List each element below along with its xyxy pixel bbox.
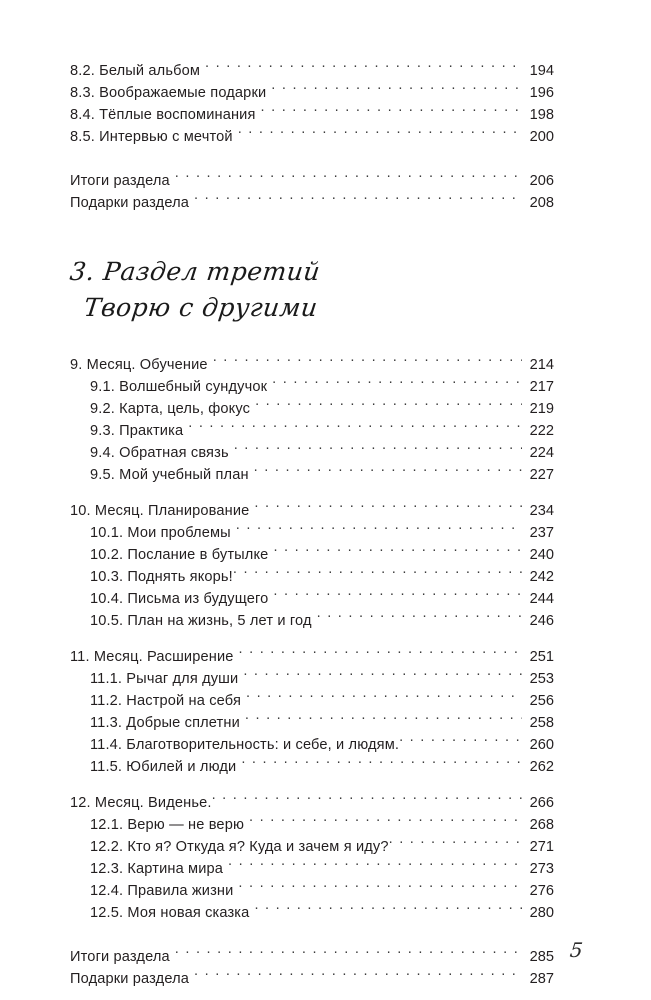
toc-entry[interactable]: [70, 690, 554, 712]
leader-dots: [213, 354, 522, 369]
toc-entry-page-number: 244: [529, 591, 554, 607]
leader-dots: [205, 60, 522, 75]
toc-entry-page-number: 196: [529, 85, 554, 101]
leader-dots: [239, 646, 522, 661]
leader-dots: [234, 442, 522, 457]
toc-entry-page-number: 262: [529, 759, 554, 775]
toc-entry[interactable]: [70, 420, 554, 442]
toc-entry-label: Итоги раздела: [70, 173, 170, 189]
toc-entry[interactable]: [70, 104, 554, 126]
toc-entry[interactable]: [70, 968, 554, 990]
toc-entry[interactable]: [70, 60, 554, 82]
toc-entry-label: 12.4. Правила жизни: [90, 883, 234, 899]
toc-entry-page-number: 194: [529, 63, 554, 79]
toc-entry-label: 12.3. Картина мира: [90, 861, 224, 877]
toc-entry-page-number: 273: [529, 861, 554, 877]
leader-dots: [238, 880, 522, 895]
toc-entry[interactable]: [70, 946, 554, 968]
toc-entry-label: 11.5. Юбилей и люди: [90, 759, 237, 775]
leader-dots: [273, 544, 522, 559]
chapter-10: [70, 500, 554, 632]
toc-entry-label: 10.1. Мои проблемы: [90, 525, 231, 541]
toc-entry[interactable]: [70, 734, 554, 756]
toc-entry[interactable]: [70, 544, 554, 566]
chapter-11: [70, 646, 554, 778]
toc-entry[interactable]: [70, 464, 554, 486]
leader-dots: [243, 668, 522, 683]
toc-entry[interactable]: [70, 170, 554, 192]
toc-entry[interactable]: [70, 610, 554, 632]
toc-entry-label: 10.3. Поднять якорь!: [90, 569, 233, 585]
table-of-contents: [70, 60, 554, 990]
leader-dots: [255, 398, 522, 413]
toc-entry-page-number: 234: [529, 503, 554, 519]
leader-dots: [236, 522, 522, 537]
chapter-12: [70, 792, 554, 924]
toc-entry-label: 9. Месяц. Обучение: [70, 357, 208, 373]
toc-entry-page-number: 253: [529, 671, 554, 687]
toc-entry-page-number: 206: [529, 173, 554, 189]
toc-entry-label: Итоги раздела: [70, 949, 170, 965]
leader-dots: [175, 946, 522, 961]
toc-entry[interactable]: [70, 792, 554, 814]
toc-entry-page-number: 227: [529, 467, 554, 483]
toc-entry[interactable]: [70, 880, 554, 902]
toc-entry[interactable]: [70, 566, 554, 588]
toc-entry-page-number: 280: [529, 905, 554, 921]
toc-entry-label: 10.5. План на жизнь, 5 лет и год: [90, 613, 312, 629]
chapter-groups: [70, 354, 554, 924]
toc-entry-label: 11.4. Благотворительность: и себе, и людям.: [90, 737, 400, 753]
leader-dots: [188, 420, 522, 435]
leader-dots: [194, 192, 522, 207]
toc-entry[interactable]: [70, 442, 554, 464]
leader-dots: [233, 566, 522, 581]
leader-dots: [249, 814, 522, 829]
toc-entry-page-number: 219: [529, 401, 554, 417]
toc-entry-label: 9.3. Практика: [90, 423, 184, 439]
toc-entry-label: 12.5. Моя новая сказка: [90, 905, 250, 921]
toc-entry[interactable]: [70, 668, 554, 690]
toc-entry[interactable]: [70, 646, 554, 668]
toc-entry-page-number: 256: [529, 693, 554, 709]
toc-entry-page-number: 258: [529, 715, 554, 731]
leader-dots: [212, 792, 522, 807]
section-2-summary: [70, 170, 554, 214]
leader-dots: [254, 500, 522, 515]
toc-entry-label: 12. Месяц. Виденье.: [70, 795, 212, 811]
toc-entry-label: 11.3. Добрые сплетни: [90, 715, 240, 731]
toc-entry-page-number: 276: [529, 883, 554, 899]
toc-entry-label: 9.4. Обратная связь: [90, 445, 229, 461]
toc-entry-page-number: 251: [529, 649, 554, 665]
chapter-9: [70, 354, 554, 486]
leader-dots: [254, 902, 522, 917]
toc-entry-page-number: 242: [529, 569, 554, 585]
toc-entry-label: 8.2. Белый альбом: [70, 63, 201, 79]
toc-entry-label: 8.5. Интервью с мечтой: [70, 129, 233, 145]
leader-dots: [238, 126, 522, 141]
toc-entry[interactable]: [70, 126, 554, 148]
toc-entry[interactable]: [70, 858, 554, 880]
toc-entry-page-number: 237: [529, 525, 554, 541]
section-title-line-2: Творю с другими: [82, 293, 320, 322]
toc-entry-page-number: 217: [529, 379, 554, 395]
toc-entry[interactable]: [70, 902, 554, 924]
toc-entry[interactable]: [70, 522, 554, 544]
toc-entry-label: 12.1. Верю — не верю: [90, 817, 245, 833]
toc-entry[interactable]: [70, 588, 554, 610]
leader-dots: [272, 376, 522, 391]
toc-entry[interactable]: [70, 82, 554, 104]
toc-entry-label: 10.2. Послание в бутылке: [90, 547, 269, 563]
chapter-8-continuation: [70, 60, 554, 148]
toc-entry[interactable]: [70, 756, 554, 778]
page-number: 5: [569, 938, 585, 962]
toc-entry-label: 9.5. Мой учебный план: [90, 467, 249, 483]
toc-entry-page-number: 200: [529, 129, 554, 145]
toc-entry-label: 9.2. Карта, цель, фокус: [90, 401, 251, 417]
section-3-summary: [70, 946, 554, 990]
toc-entry-page-number: 198: [529, 107, 554, 123]
toc-entry-page-number: 208: [529, 195, 554, 211]
toc-entry-label: Подарки раздела: [70, 971, 190, 987]
toc-entry[interactable]: [70, 398, 554, 420]
toc-entry-label: 10. Месяц. Планирование: [70, 503, 250, 519]
toc-entry-label: 8.3. Воображаемые подарки: [70, 85, 267, 101]
leader-dots: [317, 610, 522, 625]
toc-entry[interactable]: [70, 500, 554, 522]
toc-entry-page-number: 260: [529, 737, 554, 753]
toc-entry-label: 11.1. Рычаг для души: [90, 671, 239, 687]
toc-entry[interactable]: [70, 376, 554, 398]
toc-entry[interactable]: [70, 814, 554, 836]
leader-dots: [241, 756, 522, 771]
toc-entry-page-number: 222: [529, 423, 554, 439]
toc-entry-page-number: 285: [529, 949, 554, 965]
leader-dots: [389, 836, 522, 851]
leader-dots: [246, 690, 522, 705]
leader-dots: [254, 464, 522, 479]
toc-entry[interactable]: [70, 836, 554, 858]
leader-dots: [273, 588, 522, 603]
leader-dots: [261, 104, 522, 119]
toc-entry-page-number: 268: [529, 817, 554, 833]
toc-entry-page-number: 271: [529, 839, 554, 855]
toc-entry[interactable]: [70, 192, 554, 214]
toc-entry[interactable]: [70, 712, 554, 734]
toc-entry-label: Подарки раздела: [70, 195, 190, 211]
leader-dots: [245, 712, 522, 727]
toc-entry-page-number: 224: [529, 445, 554, 461]
toc-entry-page-number: 287: [529, 971, 554, 987]
toc-entry-label: 11.2. Настрой на себя: [90, 693, 241, 709]
section-title-line-1: 3. Раздел третий: [68, 257, 322, 286]
leader-dots: [175, 170, 522, 185]
toc-entry[interactable]: [70, 354, 554, 376]
leader-dots: [399, 734, 522, 749]
toc-entry-label: 12.2. Кто я? Откуда я? Куда и зачем я иду?: [90, 839, 389, 855]
toc-entry-page-number: 266: [529, 795, 554, 811]
toc-entry-label: 8.4. Тёплые воспоминания: [70, 107, 256, 123]
toc-entry-label: 9.1. Волшебный сундучок: [90, 379, 268, 395]
toc-entry-page-number: 214: [529, 357, 554, 373]
leader-dots: [228, 858, 522, 873]
toc-entry-page-number: 240: [529, 547, 554, 563]
section-title: [70, 254, 554, 326]
leader-dots: [271, 82, 522, 97]
leader-dots: [194, 968, 522, 983]
toc-entry-label: 10.4. Письма из будущего: [90, 591, 269, 607]
toc-entry-label: 11. Месяц. Расширение: [70, 649, 234, 665]
toc-entry-page-number: 246: [529, 613, 554, 629]
